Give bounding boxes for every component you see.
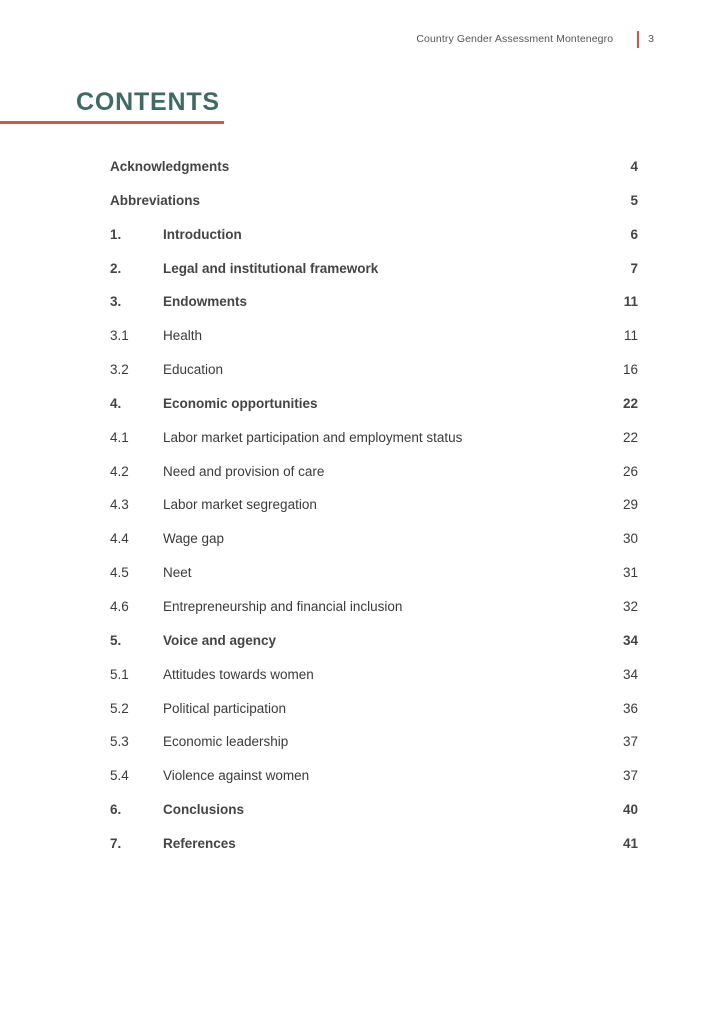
toc-entry-number: 5.1 <box>110 666 129 682</box>
toc-entry-number: 4.1 <box>110 429 129 445</box>
running-header <box>416 31 654 47</box>
toc-entry-number: 3. <box>110 294 122 310</box>
toc-entry-page: 4 <box>630 159 638 174</box>
toc-entry-number: 3.2 <box>110 362 129 378</box>
toc-entry[interactable] <box>110 491 638 525</box>
toc-entry-page: 11 <box>623 294 638 310</box>
toc-entry[interactable] <box>110 559 638 593</box>
toc-entry-label: Wage gap <box>163 531 225 547</box>
toc-entry-page: 26 <box>622 463 638 479</box>
toc-entry[interactable] <box>110 830 638 864</box>
toc-entry[interactable] <box>110 390 638 424</box>
toc-entry-page: 32 <box>622 598 638 614</box>
toc-entry-label: Endowments <box>163 294 248 310</box>
toc-entry-label: Economic leadership <box>163 734 289 750</box>
toc-entry-label: Attitudes towards women <box>163 666 314 682</box>
toc-entry-number: 1. <box>110 226 122 242</box>
toc-entry-label: Introduction <box>163 226 242 242</box>
toc-entry-number: 6. <box>110 802 122 818</box>
toc-entry-label: Conclusions <box>163 802 245 818</box>
toc-entry-number: 4. <box>110 395 122 411</box>
toc-entry[interactable] <box>110 728 638 762</box>
toc-entry-page: 40 <box>622 802 638 818</box>
table-of-contents <box>110 153 638 864</box>
toc-entry-page: 41 <box>622 835 638 851</box>
toc-entry-number: 5.3 <box>110 734 129 750</box>
toc-entry-page: 16 <box>622 362 638 378</box>
toc-entry-label: Economic opportunities <box>163 395 318 411</box>
toc-entry[interactable] <box>110 762 638 796</box>
toc-entry[interactable] <box>110 525 638 559</box>
toc-entry[interactable] <box>110 424 638 458</box>
toc-entry-label: Political participation <box>163 700 287 716</box>
toc-entry[interactable] <box>110 288 638 322</box>
title-underline <box>0 121 224 124</box>
page-number: 3 <box>648 33 654 45</box>
toc-entry-number: 4.3 <box>110 497 129 513</box>
toc-entry-page: 5 <box>630 192 638 208</box>
toc-entry-number: 2. <box>110 260 122 276</box>
header-separator <box>637 31 639 48</box>
toc-entry-page: 30 <box>622 531 638 547</box>
toc-entry-number: 7. <box>110 835 122 851</box>
toc-entry[interactable] <box>110 153 638 187</box>
toc-entry-page: 34 <box>622 666 638 682</box>
toc-entry-number: 5. <box>110 632 122 648</box>
toc-entry[interactable] <box>110 627 638 661</box>
toc-entry-page: 37 <box>622 734 638 750</box>
toc-entry-label: Need and provision of care <box>163 463 325 479</box>
toc-entry-page: 6 <box>630 226 638 242</box>
toc-entry-label: References <box>163 835 236 851</box>
toc-entry-label: Labor market segregation <box>163 497 317 513</box>
toc-entry[interactable] <box>110 221 638 255</box>
toc-entry-label: Violence against women <box>163 768 310 784</box>
toc-entry[interactable] <box>110 458 638 492</box>
toc-entry[interactable] <box>110 695 638 729</box>
toc-entry-page: 22 <box>622 429 638 445</box>
toc-entry-page: 22 <box>622 395 638 411</box>
toc-entry[interactable] <box>110 255 638 289</box>
toc-entry-label: Legal and institutional framework <box>163 260 379 276</box>
toc-entry-page: 11 <box>623 328 638 344</box>
toc-entry-number: 4.5 <box>110 565 129 581</box>
toc-entry-page: 36 <box>622 700 638 716</box>
document-title: Country Gender Assessment Montenegro <box>416 33 614 45</box>
toc-entry-label: Entrepreneurship and financial inclusion <box>163 598 403 614</box>
toc-entry-label: Acknowledgments <box>110 159 230 174</box>
toc-entry[interactable] <box>110 593 638 627</box>
toc-entry-number: 4.2 <box>110 463 129 479</box>
toc-entry-number: 3.1 <box>110 328 129 344</box>
toc-entry-number: 5.4 <box>110 768 129 784</box>
toc-entry[interactable] <box>110 661 638 695</box>
toc-entry-label: Neet <box>163 565 192 581</box>
toc-entry-label: Education <box>163 362 224 378</box>
toc-entry-page: 7 <box>630 260 638 276</box>
toc-entry[interactable] <box>110 187 638 221</box>
toc-entry-number: 4.6 <box>110 598 129 614</box>
toc-entry-page: 29 <box>622 497 638 513</box>
toc-entry-number: 4.4 <box>110 531 129 547</box>
toc-entry[interactable] <box>110 322 638 356</box>
page-title: CONTENTS <box>76 88 220 116</box>
toc-entry-label: Labor market participation and employment status <box>163 429 463 445</box>
toc-entry-label: Abbreviations <box>110 192 201 208</box>
toc-entry-page: 34 <box>622 632 638 648</box>
toc-entry-page: 37 <box>622 768 638 784</box>
toc-entry[interactable] <box>110 796 638 830</box>
toc-entry-label: Voice and agency <box>163 632 277 648</box>
toc-entry-label: Health <box>163 328 203 344</box>
toc-entry[interactable] <box>110 356 638 390</box>
toc-entry-number: 5.2 <box>110 700 129 716</box>
toc-entry-page: 31 <box>622 565 638 581</box>
